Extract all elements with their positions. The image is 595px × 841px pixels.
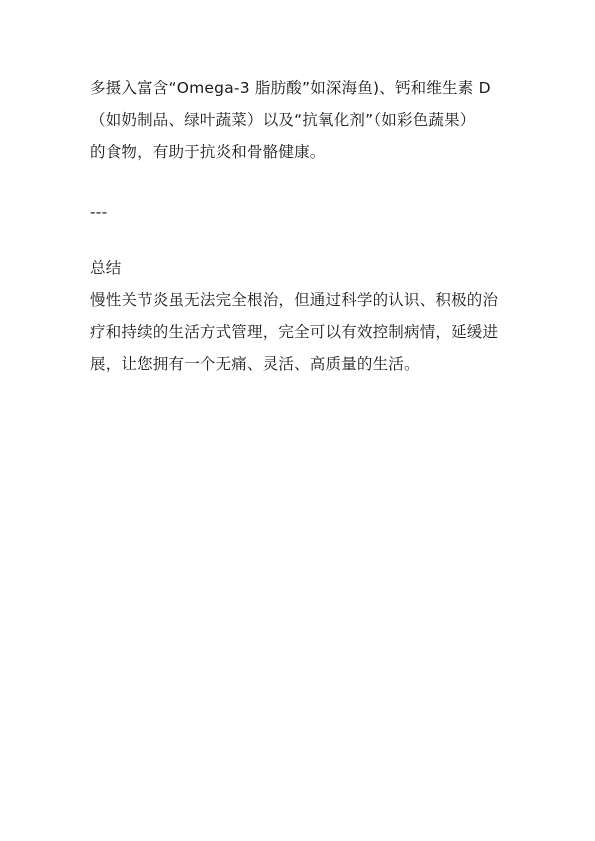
paragraph-line: 展，让您拥有一个无痛、灵活、高质量的生活。 [90, 355, 420, 373]
diet-paragraph [90, 72, 510, 168]
section-separator: --- [90, 203, 108, 221]
summary-heading: 总结 [90, 259, 122, 277]
paragraph-line: 的食物，有助于抗炎和骨骼健康。 [90, 143, 326, 161]
summary-paragraph [90, 284, 510, 380]
paragraph-line: 疗和持续的生活方式管理，完全可以有效控制病情，延缓进 [90, 323, 499, 341]
paragraph-line: 多摄入富含“Omega-3 脂肪酸”如深海鱼)、钙和维生素 D [90, 79, 491, 97]
paragraph-line: （如奶制品、绿叶蔬菜）以及“抗氧化剂”（如彩色蔬果） [90, 111, 476, 129]
paragraph-line: 慢性关节炎虽无法完全根治，但通过科学的认识、积极的治 [90, 291, 499, 309]
